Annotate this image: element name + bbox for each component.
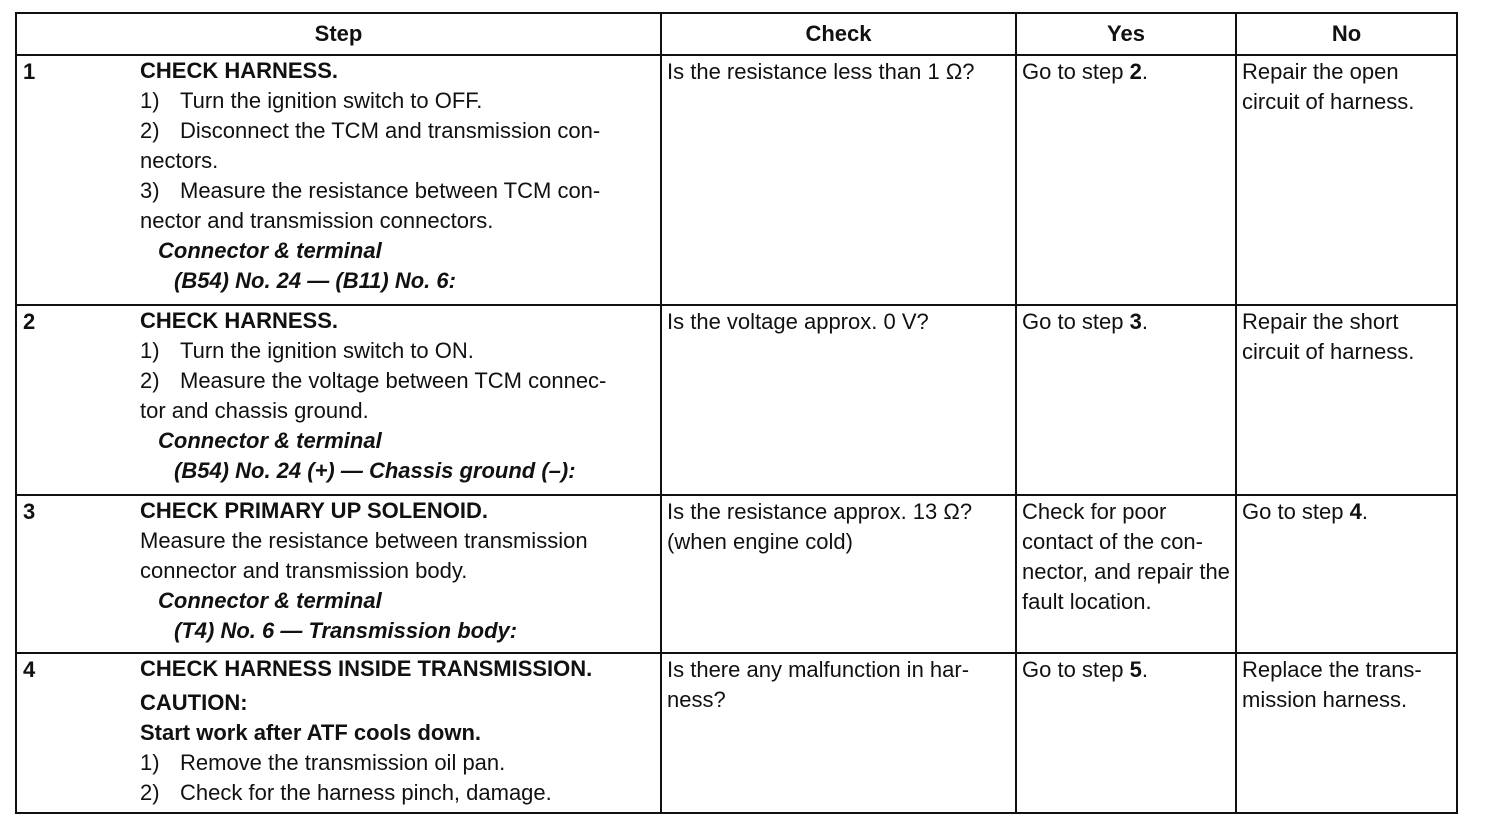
yes-step-ref: 3 [1129,309,1142,334]
check-cell [661,495,1016,653]
check-text: Is the resistance approx. 13 Ω? (when engine cold) [667,499,973,554]
yes-suffix: . [1141,657,1148,682]
no-cell [1236,495,1457,653]
no-text: Go to step [1242,499,1350,524]
no-suffix: . [1361,499,1368,524]
step-number: 3 [23,499,36,524]
no-text: Repair the open circuit of harness. [1242,59,1415,114]
check-cell [661,55,1016,305]
substep-text: Disconnect the TCM and transmission con- [180,118,601,143]
table-row [16,305,1457,495]
check-cell [661,653,1016,813]
substep-text: Measure the resistance between TCM con- [180,178,601,203]
substep-text: Remove the transmission oil pan. [180,750,506,775]
caution-text: Start work after ATF cools down. [140,720,482,745]
header-yes: Yes [1016,13,1236,55]
substep-text: tor and chassis ground. [140,398,369,423]
substep-text: nector and transmission connectors. [140,208,494,233]
no-text: Replace the trans-mission harness. [1242,657,1422,712]
table-row [16,55,1457,305]
step-cell [16,653,661,813]
diagnostic-table [15,12,1458,814]
yes-text: Check for poor contact of the con-nector, and repair the fault location. [1022,499,1230,614]
step-cell [16,495,661,653]
substep-number: 1) [140,338,160,363]
connector-value: (B54) No. 24 (+) — Chassis ground (–): [174,458,576,483]
no-cell [1236,653,1457,813]
step-cell [16,55,661,305]
substep-number: 1) [140,88,160,113]
substep-number: 2) [140,118,160,143]
yes-cell [1016,55,1236,305]
connector-label: Connector & terminal [158,428,382,453]
substep-text: Turn the ignition switch to ON. [180,338,474,363]
step-title: CHECK HARNESS. [140,308,339,333]
check-text: Is the resistance less than 1 Ω? [667,59,975,84]
substep-number: 2) [140,780,160,805]
check-text: Is the voltage approx. 0 V? [667,309,929,334]
yes-text: Go to step [1022,657,1130,682]
yes-text: Go to step [1022,59,1130,84]
yes-cell [1016,305,1236,495]
connector-value: (B54) No. 24 — (B11) No. 6: [174,268,456,293]
table-row [16,495,1457,653]
connector-label: Connector & terminal [158,238,382,263]
no-cell [1236,305,1457,495]
substep-number: 2) [140,368,160,393]
check-text: Is there any malfunction in har-ness? [667,657,970,712]
yes-suffix: . [1141,59,1148,84]
step-number: 4 [23,657,36,682]
no-cell [1236,55,1457,305]
step-title: CHECK PRIMARY UP SOLENOID. [140,498,488,523]
substep-number: 3) [140,178,160,203]
yes-text: Go to step [1022,309,1130,334]
connector-value: (T4) No. 6 — Transmission body: [174,618,518,643]
no-step-ref: 4 [1349,499,1362,524]
header-step: Step [16,13,661,55]
header-row [16,13,1457,55]
table-row [16,653,1457,813]
step-cell [16,305,661,495]
substep-number: 1) [140,750,160,775]
yes-step-ref: 2 [1129,59,1142,84]
connector-label: Connector & terminal [158,588,382,613]
yes-step-ref: 5 [1129,657,1142,682]
step-title: CHECK HARNESS. [140,58,339,83]
step-instruction: Measure the resistance between transmission connector and transmission body. [140,528,588,583]
step-title: CHECK HARNESS INSIDE TRANSMISSION. [140,656,593,681]
substep-text: Measure the voltage between TCM connec- [180,368,607,393]
no-text: Repair the short circuit of harness. [1242,309,1415,364]
substep-text: Check for the harness pinch, damage. [180,780,552,805]
check-cell [661,305,1016,495]
substep-text: Turn the ignition switch to OFF. [180,88,483,113]
yes-cell [1016,495,1236,653]
step-number: 1 [23,59,36,84]
step-number: 2 [23,309,36,334]
caution-label: CAUTION: [140,690,248,715]
header-check: Check [661,13,1016,55]
header-no: No [1236,13,1457,55]
substep-text: nectors. [140,148,219,173]
yes-suffix: . [1141,309,1148,334]
yes-cell [1016,653,1236,813]
